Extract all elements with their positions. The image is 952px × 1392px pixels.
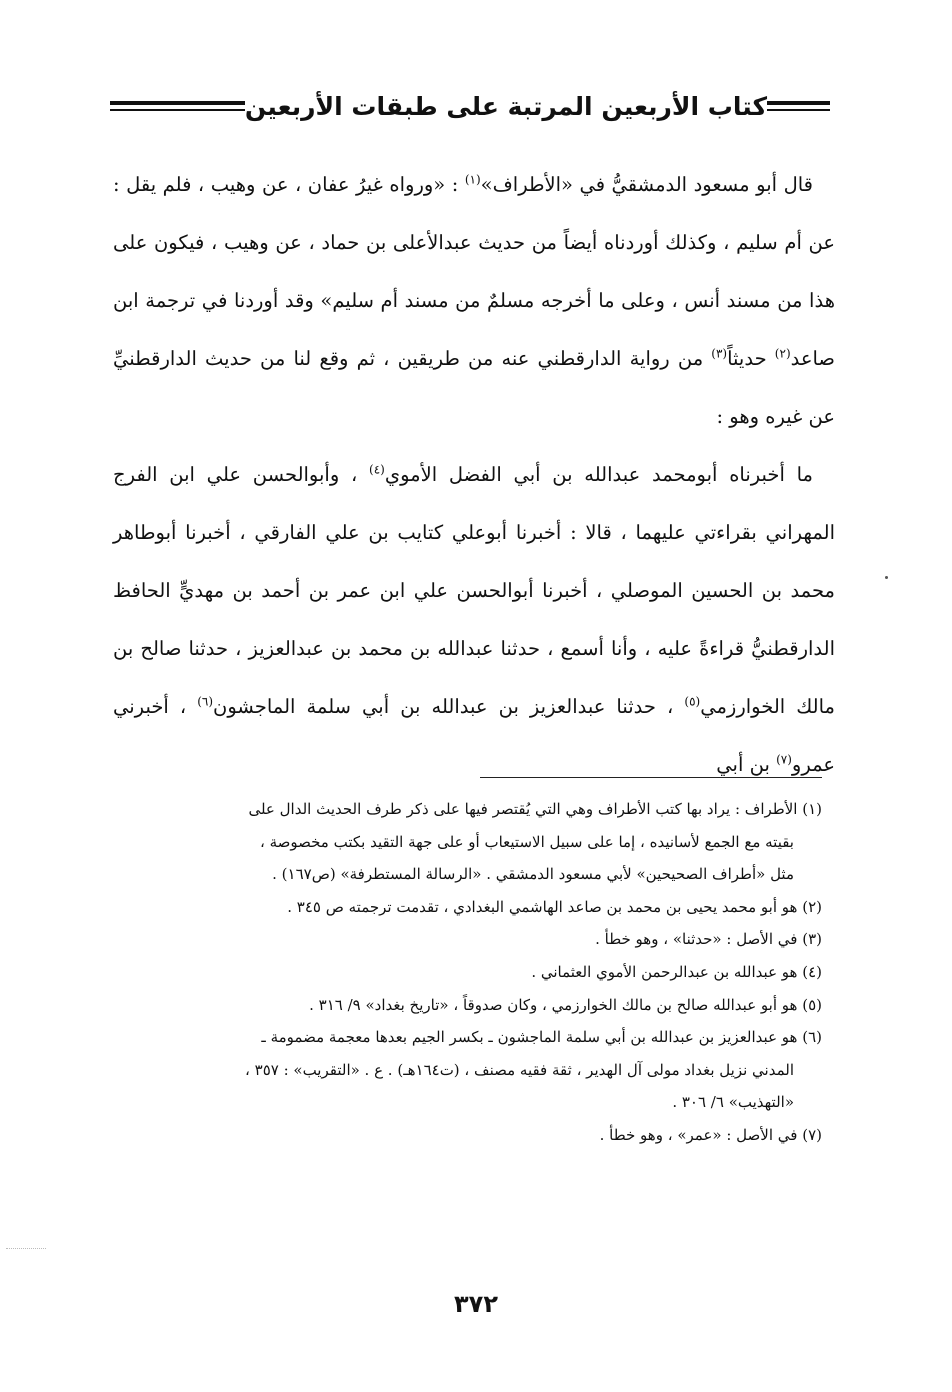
footnote-separator bbox=[480, 777, 822, 778]
margin-dot bbox=[885, 576, 888, 579]
footnote-1-line-1: (١) الأطراف : يراد بها كتب الأطراف وهي التي يُقتصر فيها على ذكر طرف الحديث الدال على bbox=[248, 800, 822, 818]
footnote-4: (٤) هو عبدالله بن عبدالرحمن الأموي العثماني . bbox=[531, 962, 822, 981]
footnote-ref-7: (٧) bbox=[776, 752, 792, 767]
footnote-7: (٧) في الأصل : «عمر» ، وهو خطأ . bbox=[599, 1125, 822, 1144]
main-text bbox=[113, 156, 835, 794]
footnote-3: (٣) في الأصل : «حدثنا» ، وهو خطأ . bbox=[595, 930, 822, 949]
header-title: كتاب الأربعين المرتبة على طبقات الأربعين bbox=[244, 91, 768, 121]
footnote-ref-1: (١) bbox=[464, 172, 481, 187]
footnote-6-line-3: «التهذيب» ٦/ ٣٠٦ . bbox=[672, 1093, 794, 1112]
running-header bbox=[110, 84, 830, 128]
footnotes bbox=[150, 793, 822, 1152]
footnote-ref-4: (٤) bbox=[369, 462, 385, 477]
scan-edge-marks bbox=[6, 1248, 46, 1251]
footnote-5: (٥) هو أبو عبدالله صالح بن مالك الخوارزمي ، وكان صدوقاً ، «تاريخ بغداد» ٩/ ٣١٦ . bbox=[309, 995, 822, 1014]
page-number: ٣٧٢ bbox=[454, 1290, 498, 1318]
footnote-6-line-2: المدني نزيل بغداد مولى آل الهدير ، ثقة فقيه مصنف ، (ت١٦٤هـ) . ع . «التقريب» : ٣٥٧ ، bbox=[245, 1060, 794, 1079]
footnote-ref-2: (٢) bbox=[774, 346, 791, 361]
footnote-6-line-1: (٦) هو عبدالعزيز بن عبدالله بن أبي سلمة الماجشون ـ بكسر الجيم بعدها معجمة مضمومة ـ bbox=[261, 1028, 822, 1047]
footnote-ref-6: (٦) bbox=[197, 694, 214, 709]
footnote-2: (٢) هو أبو محمد يحيى بن محمد بن صاعد الهاشمي البغدادي ، تقدمت ترجمته ص ٣٤٥ . bbox=[287, 897, 822, 916]
footnote-1-line-3: مثل «أطراف الصحيحين» لأبي مسعود الدمشقي . «الرسالة المستطرفة» (ص١٦٧) . bbox=[272, 865, 794, 884]
footnote-1-line-2: بقيته مع الجمع لأسانيده ، إما على سبيل الاستيعاب أو على جهة التقيد بكتب مخصوصة ، bbox=[259, 832, 794, 851]
paragraph-1: قال أبو مسعود الدمشقيُّ في «الأطراف»$^{(١)}$ : «ورواه غيرُ عفان ، عن وهيب ، فلم يقل : عن أم سليم ، وكذلك أوردناه أيضاً من حديث عبدالأعلى بن حماد ، عن وهيب ، فيكون على هذا من مسند أنس ، وعلى ما أخرجه مسلمٌ من مسند أم سليم» وقد أوردنا في ترجمة ابن صاعد$^{(٢)}$ حديثاً$^{(٣)}$ من رواية الدارقطني عنه من طريقين ، ثم وقع لنا من حديث الدارقطنيِّ عن غيره وهو : bbox=[113, 172, 835, 428]
header-rule-left bbox=[110, 101, 245, 111]
header-rule-right bbox=[767, 101, 830, 111]
paragraph-2: ما أخبرناه أبومحمد عبدالله بن أبي الفضل الأموي$^{(٤)}$ ، وأبوالحسن علي ابن الفرج المهراني بقراءتي عليهما ، قالا : أخبرنا أبوعلي كتايب بن علي الفارقي ، أخبرنا أبوطاهر محمد بن الحسين الموصلي ، أخبرنا أبوالحسن علي ابن عمر بن أحمد بن مهديٍّ الحافظ الدارقطنيُّ قراءةً عليه ، وأنا أسمع ، حدثنا عبدالله بن محمد بن عبدالعزيز ، حدثنا صالح بن مالك الخوارزمي$^{(٥)}$ ، حدثنا عبدالعزيز بن عبدالله بن أبي سلمة الماجشون$^{(٦)}$ ، أخبرني عمرو$^{(٧)}$ بن أبي bbox=[113, 462, 835, 776]
footnote-ref-3: (٣) bbox=[711, 346, 728, 361]
footnote-ref-5: (٥) bbox=[684, 694, 701, 709]
